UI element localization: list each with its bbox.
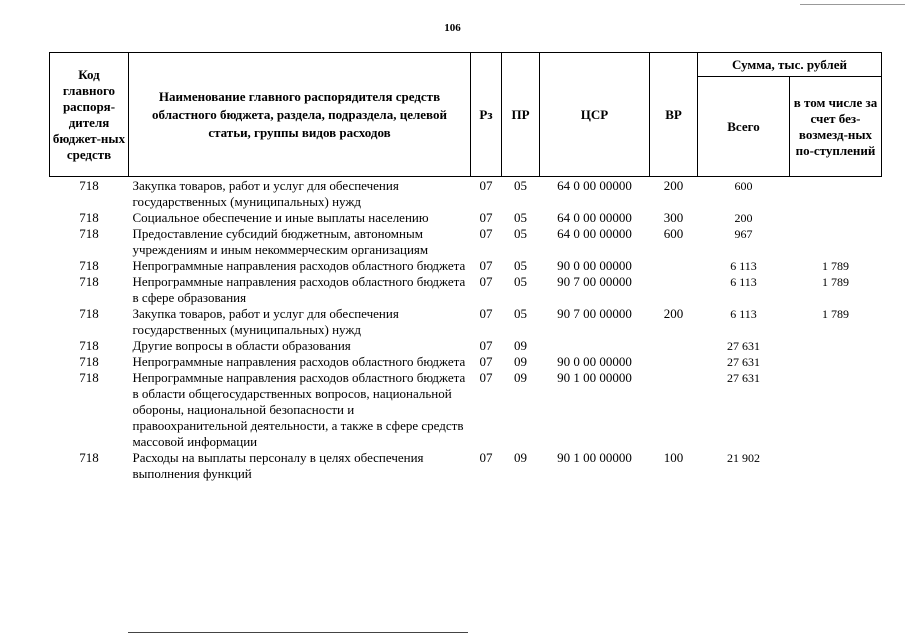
cell-name: Непрограммные направления расходов областного бюджета в области общегосударственных вопросов, национальной обороны, национальной безопасности и правоохранительной деятельности, а также в сфере средств массовой информации bbox=[132, 370, 466, 449]
cell-code: 718 bbox=[79, 306, 99, 321]
cell-code: 718 bbox=[79, 338, 99, 353]
cell-code: 718 bbox=[79, 226, 99, 241]
cell-vr: 300 bbox=[663, 210, 684, 225]
cell-csr: 90 1 00 00000 bbox=[557, 370, 632, 385]
cell-name: Непрограммные направления расходов областного бюджета bbox=[132, 354, 466, 369]
cell-vr: 200 bbox=[663, 178, 684, 193]
cell-rz: 07 bbox=[479, 370, 493, 385]
cell-code: 718 bbox=[79, 354, 99, 369]
cell-total: 27 631 bbox=[727, 339, 760, 353]
cell-incl: 1 789 bbox=[822, 307, 849, 321]
budget-table bbox=[49, 52, 882, 482]
cell-vr bbox=[650, 354, 698, 370]
cell-total: 967 bbox=[734, 227, 753, 241]
cell-total: 600 bbox=[734, 179, 753, 193]
cell-rz: 07 bbox=[479, 178, 493, 193]
cell-rz: 07 bbox=[479, 354, 493, 369]
cell-incl bbox=[790, 370, 882, 450]
table-header bbox=[50, 53, 882, 177]
cell-code: 718 bbox=[79, 370, 99, 385]
cell-pr: 09 bbox=[514, 450, 527, 465]
cell-total: 21 902 bbox=[727, 451, 760, 465]
header-name: Наименование главного распорядителя средств областного бюджета, раздела, подраздела, целевой статьи, группы видов расходов bbox=[129, 53, 471, 177]
cell-csr: 90 7 00 00000 bbox=[557, 274, 632, 289]
cell-csr: 64 0 00 00000 bbox=[557, 226, 632, 241]
cell-vr: 100 bbox=[663, 450, 684, 465]
cell-code: 718 bbox=[79, 274, 99, 289]
cell-rz: 07 bbox=[479, 258, 493, 273]
top-rule bbox=[800, 4, 905, 5]
cell-vr bbox=[650, 370, 698, 450]
cell-incl bbox=[790, 450, 882, 482]
cell-name: Непрограммные направления расходов областного бюджета в сфере образования bbox=[132, 274, 466, 305]
cell-csr: 90 7 00 00000 bbox=[557, 306, 632, 321]
table-row bbox=[50, 338, 882, 354]
bottom-rule bbox=[128, 632, 468, 633]
cell-pr: 05 bbox=[514, 306, 527, 321]
cell-rz: 07 bbox=[479, 274, 493, 289]
cell-name: Социальное обеспечение и иные выплаты населению bbox=[132, 210, 429, 225]
table-row bbox=[50, 306, 882, 338]
cell-vr bbox=[650, 274, 698, 306]
cell-total: 6 113 bbox=[730, 307, 757, 321]
table-row bbox=[50, 274, 882, 306]
cell-total: 200 bbox=[734, 211, 753, 225]
cell-pr: 05 bbox=[514, 258, 527, 273]
cell-incl bbox=[790, 177, 882, 211]
cell-vr: 200 bbox=[663, 306, 684, 321]
cell-rz: 07 bbox=[479, 338, 493, 353]
cell-csr: 90 0 00 00000 bbox=[557, 258, 632, 273]
header-pr: ПР bbox=[502, 53, 540, 177]
cell-rz: 07 bbox=[479, 306, 493, 321]
cell-incl: 1 789 bbox=[822, 259, 849, 273]
cell-pr: 09 bbox=[514, 354, 527, 369]
header-sum: Сумма, тыс. рублей bbox=[698, 53, 882, 77]
header-code: Код главного распоря-дителя бюджет-ных средств bbox=[50, 53, 129, 177]
header-total: Всего bbox=[698, 77, 790, 177]
cell-name: Расходы на выплаты персоналу в целях обеспечения выполнения функций bbox=[132, 450, 424, 481]
cell-pr: 09 bbox=[514, 370, 527, 385]
cell-csr: 90 1 00 00000 bbox=[557, 450, 632, 465]
header-csr: ЦСР bbox=[540, 53, 650, 177]
header-rz: Рз bbox=[471, 53, 502, 177]
cell-pr: 05 bbox=[514, 226, 527, 241]
cell-csr: 64 0 00 00000 bbox=[557, 178, 632, 193]
table-row bbox=[50, 370, 882, 450]
cell-code: 718 bbox=[79, 178, 99, 193]
cell-rz: 07 bbox=[479, 210, 493, 225]
cell-vr: 600 bbox=[663, 226, 684, 241]
table-row bbox=[50, 210, 882, 226]
cell-name: Предоставление субсидий бюджетным, автономным учреждениям и иным некоммерческим организациям bbox=[132, 226, 429, 257]
cell-name: Закупка товаров, работ и услуг для обеспечения государственных (муниципальных) нужд bbox=[132, 306, 399, 337]
cell-rz: 07 bbox=[479, 226, 493, 241]
cell-pr: 05 bbox=[514, 178, 527, 193]
cell-rz: 07 bbox=[479, 450, 493, 465]
table-row bbox=[50, 450, 882, 482]
cell-pr: 09 bbox=[514, 338, 527, 353]
cell-incl bbox=[790, 338, 882, 354]
cell-code: 718 bbox=[79, 450, 99, 465]
cell-csr: 90 0 00 00000 bbox=[557, 354, 632, 369]
table-row bbox=[50, 354, 882, 370]
table-row bbox=[50, 226, 882, 258]
cell-vr bbox=[650, 338, 698, 354]
cell-incl: 1 789 bbox=[822, 275, 849, 289]
cell-pr: 05 bbox=[514, 274, 527, 289]
cell-code: 718 bbox=[79, 210, 99, 225]
table-row bbox=[50, 258, 882, 274]
cell-incl bbox=[790, 354, 882, 370]
cell-total: 27 631 bbox=[727, 371, 760, 385]
cell-incl bbox=[790, 210, 882, 226]
cell-name: Непрограммные направления расходов областного бюджета bbox=[132, 258, 466, 273]
cell-pr: 05 bbox=[514, 210, 527, 225]
header-vr: ВР bbox=[650, 53, 698, 177]
cell-total: 6 113 bbox=[730, 275, 757, 289]
cell-name: Другие вопросы в области образования bbox=[132, 338, 351, 353]
cell-total: 6 113 bbox=[730, 259, 757, 273]
table-row bbox=[50, 177, 882, 211]
cell-code: 718 bbox=[79, 258, 99, 273]
cell-csr: 64 0 00 00000 bbox=[557, 210, 632, 225]
page-number: 106 bbox=[444, 22, 461, 34]
cell-total: 27 631 bbox=[727, 355, 760, 369]
table-body bbox=[50, 177, 882, 483]
cell-vr bbox=[650, 258, 698, 274]
cell-csr bbox=[540, 338, 650, 354]
cell-name: Закупка товаров, работ и услуг для обеспечения государственных (муниципальных) нужд bbox=[132, 178, 399, 209]
cell-incl bbox=[790, 226, 882, 258]
header-incl: в том числе за счет без-возмезд-ных по-ступлений bbox=[790, 77, 882, 177]
